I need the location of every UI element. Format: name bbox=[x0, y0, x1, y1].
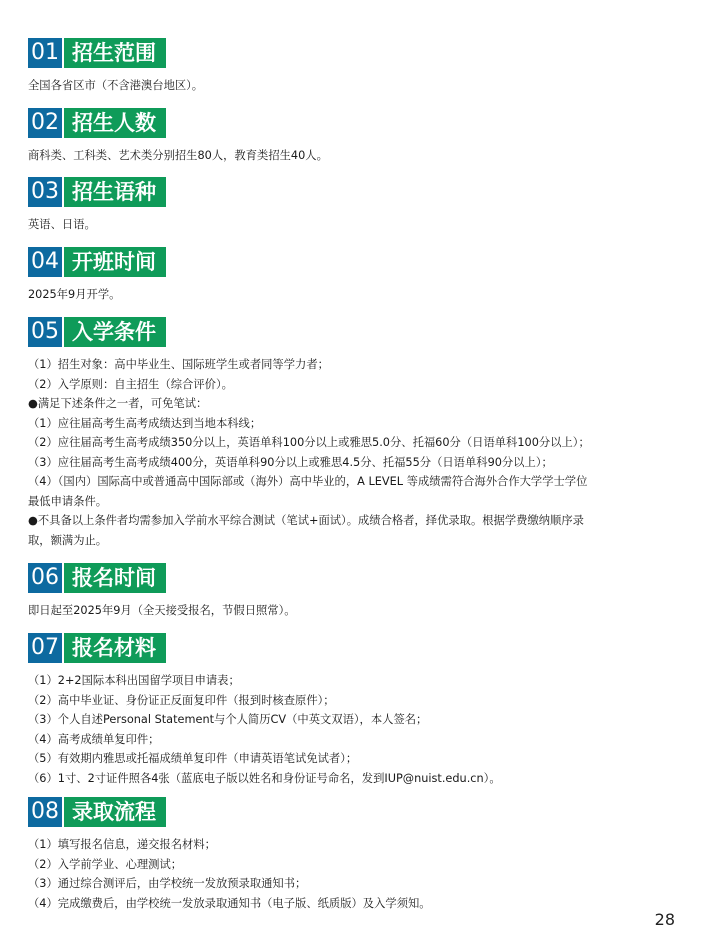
body-line: （4）高考成绩单复印件； bbox=[28, 732, 160, 746]
section-number: 06 bbox=[28, 563, 62, 593]
section-number: 05 bbox=[28, 317, 62, 347]
section-body bbox=[28, 146, 681, 166]
section-body bbox=[28, 285, 681, 305]
body-line: （1）招生对象：高中毕业生、国际班学生或者同等学力者； bbox=[28, 358, 329, 371]
section-05 bbox=[28, 317, 681, 550]
section-title: 招生语种 bbox=[64, 177, 166, 207]
body-line: （1）2+2国际本科出国留学项目申请表； bbox=[28, 674, 240, 687]
body-line: （6）1寸、2寸证件照各4张（蓝底电子版以姓名和身份证号命名，发到IUP@nuist.edu.cn）。 bbox=[28, 771, 501, 785]
section-body bbox=[28, 76, 681, 96]
body-line: 取，额满为止。 bbox=[28, 533, 108, 547]
section-body bbox=[28, 215, 681, 235]
section-06 bbox=[28, 563, 681, 621]
section-header bbox=[28, 38, 166, 68]
body-line: 最低申请条件。 bbox=[28, 494, 108, 508]
section-08 bbox=[28, 797, 681, 913]
section-header bbox=[28, 108, 166, 138]
body-line: 2025年9月开学。 bbox=[28, 288, 121, 301]
section-number: 04 bbox=[28, 247, 62, 277]
section-header bbox=[28, 563, 166, 593]
body-line: （1）填写报名信息，递交报名材料； bbox=[28, 838, 216, 851]
section-title: 入学条件 bbox=[64, 317, 166, 347]
section-header bbox=[28, 247, 166, 277]
body-line: ●满足下述条件之一者，可免笔试： bbox=[28, 397, 208, 410]
section-title: 开班时间 bbox=[64, 247, 166, 277]
body-line: （2）入学前学业、心理测试； bbox=[28, 857, 183, 871]
body-line: （2）入学原则：自主招生（综合评价）。 bbox=[28, 377, 233, 391]
body-line: ●不具备以上条件者均需参加入学前水平综合测试（笔试+面试）。成绩合格者，择优录取。根据学费缴纳顺序录 bbox=[28, 514, 584, 527]
body-line: 商科类、工科类、艺术类分别招生80人，教育类招生40人。 bbox=[28, 149, 328, 162]
page-number: 28 bbox=[654, 910, 675, 929]
section-01 bbox=[28, 38, 681, 96]
section-number: 01 bbox=[28, 38, 62, 68]
body-line: 英语、日语。 bbox=[28, 218, 96, 231]
body-line: （2）高中毕业证、身份证正反面复印件（报到时核查原件）； bbox=[28, 693, 335, 707]
section-title: 招生范围 bbox=[64, 38, 166, 68]
section-title: 录取流程 bbox=[64, 797, 166, 827]
body-line: 全国各省区市（不含港澳台地区）。 bbox=[28, 79, 204, 92]
section-07 bbox=[28, 633, 681, 788]
section-body bbox=[28, 835, 681, 913]
section-number: 08 bbox=[28, 797, 62, 827]
section-body bbox=[28, 671, 681, 788]
section-header bbox=[28, 177, 166, 207]
section-body bbox=[28, 601, 681, 621]
body-line: （3）个人自述Personal Statement与个人简历CV（中英文双语），本人签名； bbox=[28, 713, 428, 726]
section-title: 招生人数 bbox=[64, 108, 166, 138]
body-line: （3）通过综合测评后，由学校统一发放预录取通知书； bbox=[28, 877, 307, 890]
section-02 bbox=[28, 108, 681, 166]
section-body bbox=[28, 355, 681, 550]
section-title: 报名时间 bbox=[64, 563, 166, 593]
section-number: 02 bbox=[28, 108, 62, 138]
section-number: 07 bbox=[28, 633, 62, 663]
section-03 bbox=[28, 177, 681, 235]
body-line: （2）应往届高考生高考成绩350分以上，英语单科100分以上或雅思5.0分、托福60分（日语单科100分以上）； bbox=[28, 436, 590, 449]
section-header bbox=[28, 797, 166, 827]
body-line: （4）完成缴费后，由学校统一发放录取通知书（电子版、纸质版）及入学须知。 bbox=[28, 896, 431, 910]
section-header bbox=[28, 317, 166, 347]
body-line: （4）（国内）国际高中或普通高中国际部或（海外）高中毕业的，A LEVEL 等成绩需符合海外合作大学学士学位 bbox=[28, 475, 588, 488]
section-title: 报名材料 bbox=[64, 633, 166, 663]
section-04 bbox=[28, 247, 681, 305]
body-line: （3）应往届高考生高考成绩400分，英语单科90分以上或雅思4.5分、托福55分（日语单科90分以上）； bbox=[28, 455, 553, 469]
body-line: （1）应往届高考生高考成绩达到当地本科线； bbox=[28, 416, 262, 430]
body-line: （5）有效期内雅思或托福成绩单复印件（申请英语笔试免试者）； bbox=[28, 752, 358, 765]
section-number: 03 bbox=[28, 177, 62, 207]
section-header bbox=[28, 633, 166, 663]
body-line: 即日起至2025年9月（全天接受报名，节假日照常）。 bbox=[28, 604, 296, 617]
